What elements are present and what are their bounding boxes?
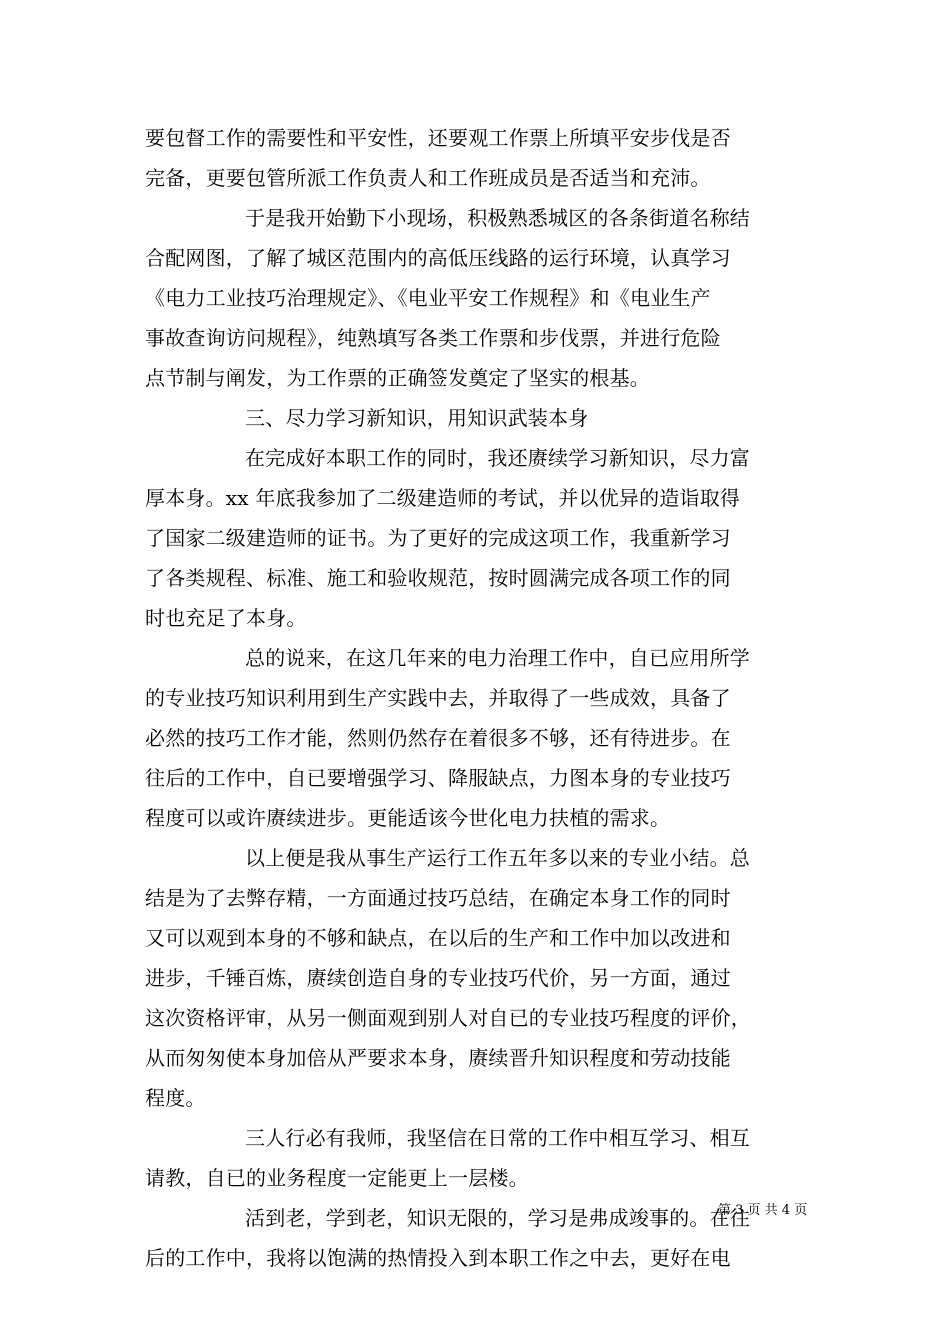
text-line: 程度。 [145, 1086, 206, 1110]
document-body [145, 118, 810, 1278]
text-line: 活到老，学到老，知识无限的，学习是弗成竣事的。在往 [245, 1206, 750, 1230]
text-line: 从而匆匆使本身加倍从严要求本身，赓续晋升知识程度和劳动技能 [145, 1046, 731, 1070]
paragraph-3 [145, 438, 810, 638]
text-line: 请教，自已的业务程度一定能更上一层楼。 [145, 1166, 529, 1190]
text-line: 进步，千锤百炼，赓续创造自身的专业技巧代价，另一方面，通过 [145, 966, 731, 990]
text-line: 了各类规程、标准、施工和验收规范，按时圆满完成各项工作的同 [145, 566, 731, 590]
section-heading [145, 398, 810, 438]
text-line: 要包督工作的需要性和平安性，还要观工作票上所填平安步伐是否 [145, 126, 731, 150]
text-line: 完备，更要包管所派工作负责人和工作班成员是否适当和充沛。 [145, 166, 711, 190]
text-line: 合配网图，了解了城区范围内的高低压线路的运行环境，认真学习 [145, 246, 731, 270]
text-line: 点节制与阐发，为工作票的正确签发奠定了坚实的根基。 [145, 366, 650, 390]
paragraph-4 [145, 638, 810, 838]
text-line: 后的工作中，我将以饱满的热情投入到本职工作之中去，更好在电 [145, 1246, 731, 1270]
paragraph-7 [145, 1198, 810, 1278]
text-line: 结是为了去弊存精，一方面通过技巧总结，在确定本身工作的同时 [145, 886, 731, 910]
text-line: 于是我开始勤下小现场，积极熟悉城区的各条街道名称结 [245, 206, 750, 230]
paragraph-1 [145, 118, 810, 198]
paragraph-5 [145, 838, 810, 1118]
text-line: 的专业技巧知识利用到生产实践中去，并取得了一些成效，具备了 [145, 686, 731, 710]
text-line: 在完成好本职工作的同时，我还赓续学习新知识，尽力富 [245, 446, 750, 470]
paragraph-2 [145, 198, 810, 398]
text-line: 厚本身。xx 年底我参加了二级建造师的考试，并以优异的造诣取得 [145, 486, 741, 510]
text-line: 三人行必有我师，我坚信在日常的工作中相互学习、相互 [245, 1126, 750, 1150]
text-line: 这次资格评审，从另一侧面观到别人对自已的专业技巧程度的评价， [145, 1006, 751, 1030]
text-line: 又可以观到本身的不够和缺点，在以后的生产和工作中加以改进和 [145, 926, 731, 950]
paragraph-6 [145, 1118, 810, 1198]
text-line: 必然的技巧工作才能，然则仍然存在着很多不够，还有待进步。在 [145, 726, 731, 750]
text-line: 以上便是我从事生产运行工作五年多以来的专业小结。总 [245, 846, 750, 870]
text-line: 了国家二级建造师的证书。为了更好的完成这项工作，我重新学习 [145, 526, 731, 550]
text-line: 《电力工业技巧治理规定》、《电业平安工作规程》和《电业生产 [145, 286, 711, 310]
text-line: 总的说来，在这几年来的电力治理工作中，自已应用所学 [245, 646, 750, 670]
text-line: 时也充足了本身。 [145, 606, 307, 630]
heading-line: 三、尽力学习新知识，用知识武装本身 [245, 406, 589, 430]
text-line: 程度可以或许赓续进步。更能适该今世化电力扶植的需求。 [145, 806, 671, 830]
text-line: 事故查询访问规程》，纯熟填写各类工作票和步伐票，并进行危险 [145, 326, 721, 350]
text-line: 往后的工作中，自已要增强学习、降服缺点，力图本身的专业技巧 [145, 766, 731, 790]
page-number: 第 3 页 共 4 页 [718, 1203, 808, 1218]
